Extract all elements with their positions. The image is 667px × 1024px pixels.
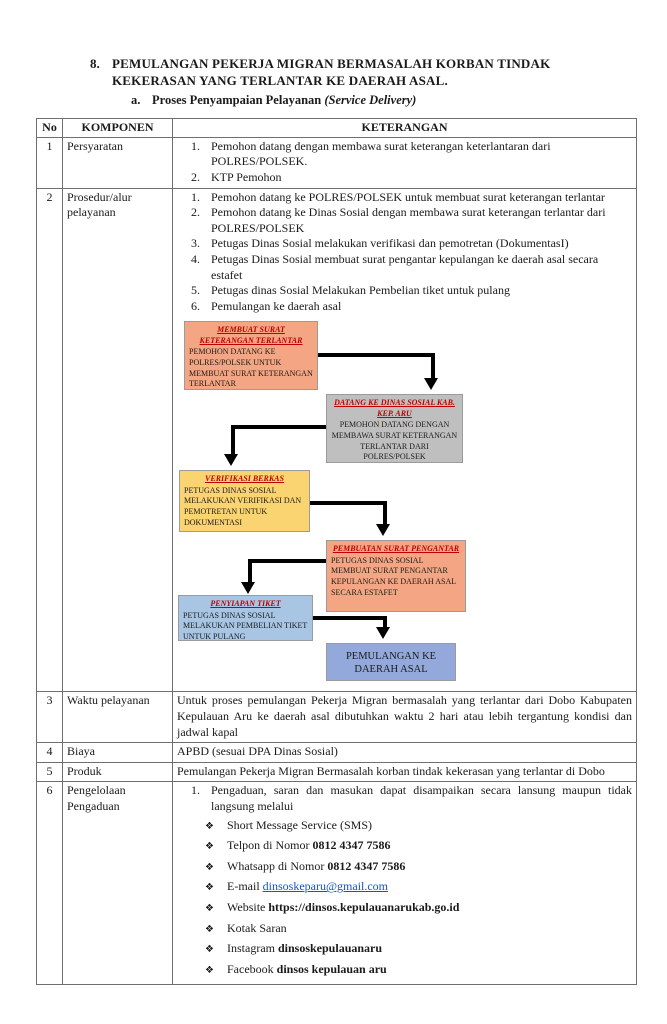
diamond-bullet-icon: [205, 923, 227, 936]
prosedur-list: [177, 190, 632, 315]
table-row: [37, 743, 637, 763]
contact-text: E-mail dinsoskeparu@gmail.com: [227, 879, 389, 894]
flowchart-box-title: PEMBUATAN SURAT PENGANTAR: [332, 544, 460, 554]
list-item: Pengaduan, saran dan masukan dapat disampaikan secara lansung maupun tidak langsung melalui: [211, 783, 632, 813]
flowchart-box-surat-pengantar: [326, 540, 466, 612]
flowchart-box-body: PEMOHON DATANG DENGAN MEMBAWA SURAT KETERANGAN TERLANTAR DARI POLRES/POLSEK: [331, 420, 458, 462]
email-link[interactable]: dinsoskeparu@gmail.com: [262, 879, 389, 894]
table-row: [37, 188, 637, 692]
phone-number: 0812 4347 7586: [312, 838, 391, 853]
contact-text: Website https://dinsos.kepulauanarukab.go.id: [227, 899, 460, 914]
website-url: https://dinsos.kepulauanarukab.go.id: [268, 899, 460, 914]
list-item: [205, 941, 632, 957]
diamond-bullet-icon: [205, 861, 227, 874]
row-number: 3: [37, 692, 63, 743]
flow-arrow-segment: [318, 353, 435, 357]
list-item: [205, 859, 632, 875]
contact-text: Short Message Service (SMS): [227, 817, 372, 832]
komponen-cell: Pengelolaan Pengaduan: [63, 782, 173, 985]
section-title-line1: PEMULANGAN PEKERJA MIGRAN BERMASALAH KORBAN TINDAK: [112, 56, 551, 71]
contact-channels-list: [205, 818, 632, 978]
flowchart-box-title: MEMBUAT SURAT KETERANGAN TERLANTAR: [199, 325, 303, 345]
header-no: No: [37, 119, 63, 138]
keterangan-cell: [173, 188, 637, 692]
row-number: 4: [37, 743, 63, 763]
flow-arrow-segment: [231, 425, 235, 456]
section-number: 8.: [90, 56, 100, 71]
list-item: Pemulangan ke daerah asal: [211, 298, 342, 313]
list-item: Petugas Dinas Sosial membuat surat pengantar kepulangan ke daerah asal secara estafet: [211, 252, 599, 282]
flowchart-box-title: PENYIAPAN TIKET: [210, 599, 281, 609]
service-components-table: [36, 118, 637, 985]
flowchart-box-body: PEMULANGAN KE DAERAH ASAL: [345, 650, 437, 675]
contact-text: Facebook dinsos kepulauan aru: [227, 961, 387, 976]
list-item: [205, 818, 632, 834]
arrow-down-icon: [376, 524, 390, 536]
section-heading: [90, 56, 667, 89]
row-number: 5: [37, 762, 63, 782]
row-number: 6: [37, 782, 63, 985]
row-number: 2: [37, 188, 63, 692]
instagram-handle: dinsoskepulauanaru: [277, 941, 383, 956]
keterangan-cell: Pemulangan Pekerja Migran Bermasalah korban tindak kekerasan yang terlantar di Dobo: [173, 762, 637, 782]
contact-text: Whatsapp di Nomor 0812 4347 7586: [227, 858, 406, 873]
diamond-bullet-icon: [205, 943, 227, 956]
arrow-down-icon: [224, 454, 238, 466]
list-item: Pemohon datang dengan membawa surat keterangan keterlantaran dari POLRES/POLSEK.: [211, 138, 551, 169]
row-number: 1: [37, 137, 63, 188]
flow-arrow-segment: [231, 425, 326, 429]
komponen-cell: Waktu pelayanan: [63, 692, 173, 743]
flowchart-box-body: PETUGAS DINAS SOSIAL MELAKUKAN PEMBELIAN TIKET UNTUK PULANG: [183, 610, 308, 642]
table-row: [37, 782, 637, 985]
flow-arrow-segment: [248, 559, 252, 584]
list-item: [205, 879, 632, 895]
arrow-down-icon: [376, 627, 390, 639]
whatsapp-number: 0812 4347 7586: [327, 858, 406, 873]
flow-arrow-segment: [383, 501, 387, 526]
list-item: KTP Pemohon: [211, 170, 282, 185]
subsection-title-italic: (Service Delivery): [324, 93, 417, 108]
section-title: [112, 56, 582, 89]
diamond-bullet-icon: [205, 902, 227, 915]
komponen-cell: Biaya: [63, 743, 173, 763]
subsection-letter: a.: [131, 93, 141, 108]
section-title-line2: KEKERASAN YANG TERLANTAR KE DAERAH ASAL.: [112, 72, 448, 88]
list-item: Pemohon datang ke POLRES/POLSEK untuk membuat surat keterangan terlantar: [211, 189, 605, 204]
flow-arrow-segment: [248, 559, 326, 563]
list-item: Petugas dinas Sosial Melakukan Pembelian tiket untuk pulang: [211, 283, 510, 298]
flowchart-box-pemulangan: [326, 643, 456, 681]
list-item: [205, 921, 632, 937]
pengaduan-intro-list: [177, 783, 632, 814]
diamond-bullet-icon: [205, 964, 227, 977]
diamond-bullet-icon: [205, 881, 227, 894]
flowchart-box-body: PEMOHON DATANG KE POLRES/POLSEK UNTUK MEMBUAT SURAT KETERANGAN TERLANTAR: [189, 347, 313, 389]
table-row: [37, 137, 637, 188]
contact-text: Kotak Saran: [227, 920, 287, 935]
list-item: [205, 900, 632, 916]
keterangan-cell: Untuk proses pemulangan Pekerja Migran bermasalah yang terlantar dari Dobo Kabupaten Kepulauan Aru ke daerah asal dibutuhkan waktu 2 hari atau lebih tergantung kondisi dan jadwal kapal: [173, 692, 637, 743]
flowchart-box-title: DATANG KE DINAS SOSIAL KAB. KEP. ARU: [334, 398, 455, 418]
list-item: [205, 962, 632, 978]
list-item: [205, 838, 632, 854]
keterangan-cell: [173, 782, 637, 985]
header-keterangan: KETERANGAN: [173, 119, 637, 138]
header-komponen: KOMPONEN: [63, 119, 173, 138]
keterangan-cell: [173, 137, 637, 188]
flowchart-box-datang-dinsos: [326, 394, 463, 463]
subsection-title: Proses Penyampaian Pelayanan (Service Delivery): [152, 93, 417, 108]
table-row: [37, 692, 637, 743]
flow-arrow-segment: [313, 616, 387, 620]
procedure-flowchart: [177, 316, 632, 689]
flow-arrow-segment: [431, 353, 435, 380]
contact-text: Instagram dinsoskepulauanaru: [227, 941, 383, 956]
keterangan-cell: APBD (sesuai DPA Dinas Sosial): [173, 743, 637, 763]
komponen-cell: Persyaratan: [63, 137, 173, 188]
komponen-cell: Prosedur/alur pelayanan: [63, 188, 173, 692]
arrow-down-icon: [241, 582, 255, 594]
table-header-row: [37, 119, 637, 138]
facebook-handle: dinsos kepulauan aru: [276, 961, 387, 976]
arrow-down-icon: [424, 378, 438, 390]
subsection-heading: [131, 93, 667, 108]
list-item: Pemohon datang ke Dinas Sosial dengan membawa surat keterangan terlantar dari POLRES/POLSEK: [211, 205, 606, 235]
flowchart-box-body: PETUGAS DINAS SOSIAL MEMBUAT SURAT PENGANTAR KEPULANGAN KE DAERAH ASAL SECARA ESTAFET: [331, 555, 456, 597]
diamond-bullet-icon: [205, 840, 227, 853]
contact-text: Telpon di Nomor 0812 4347 7586: [227, 838, 391, 853]
flowchart-box-title: VERIFIKASI BERKAS: [205, 474, 284, 484]
table-row: [37, 762, 637, 782]
flowchart-box-verifikasi: [179, 470, 310, 532]
flowchart-box-body: PETUGAS DINAS SOSIAL MELAKUKAN VERIFIKASI DAN PEMOTRETAN UNTUK DOKUMENTASI: [184, 485, 302, 527]
persyaratan-list: [177, 139, 632, 186]
list-item: Petugas Dinas Sosial melakukan verifikasi dan pemotretan (DokumentasI): [211, 236, 569, 251]
flow-arrow-segment: [310, 501, 387, 505]
komponen-cell: Produk: [63, 762, 173, 782]
diamond-bullet-icon: [205, 820, 227, 833]
flowchart-box-membuat-surat: [184, 321, 318, 390]
flowchart-box-penyiapan-tiket: [178, 595, 313, 641]
